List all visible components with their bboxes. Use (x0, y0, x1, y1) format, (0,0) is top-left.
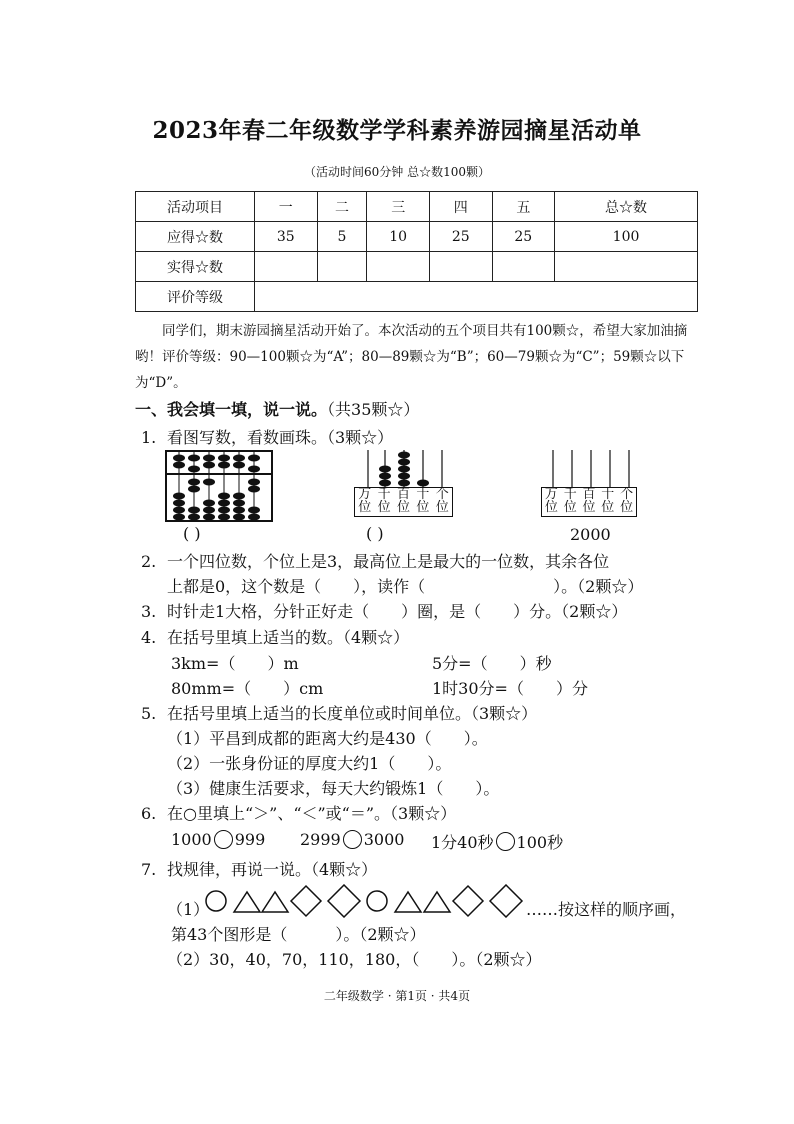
intro-text: 同学们，期末游园摘星活动开始了。本次活动的五个项目共有100颗☆，希望大家加油摘哟！评价等级：90—100颗☆为“A”；80—89颗☆为“B”；60—79颗☆为“C”；59颗☆以下为“D”。 (135, 323, 688, 391)
circle-blank-icon[interactable] (343, 830, 362, 849)
compare-right: 100秒 (516, 833, 564, 852)
place-name: 万 (358, 487, 372, 502)
subtitle: （活动时间60分钟 总☆数100颗） (304, 165, 490, 179)
question-number: 1. (141, 428, 157, 447)
place-suffix: 位 (620, 500, 634, 515)
q5-item-1[interactable]: （1）平昌到成都的距离大约是430（ ）。 (167, 729, 488, 748)
table-cell[interactable] (255, 282, 698, 312)
question-6 (141, 801, 456, 824)
table-cell: 35 (255, 222, 318, 252)
place-suffix: 位 (601, 500, 615, 515)
counting-frame-rods (354, 450, 454, 488)
table-cell[interactable] (492, 252, 555, 282)
diamond-shape-icon (453, 886, 483, 916)
table-cell: 评价等级 (136, 282, 255, 312)
question-text: 看图写数，看数画珠。（3颗☆） (167, 428, 394, 447)
table-cell: 25 (429, 222, 492, 252)
compare-left: 2999 (300, 830, 341, 849)
table-cell[interactable] (429, 252, 492, 282)
question-1 (141, 425, 393, 448)
table-cell: 100 (555, 222, 698, 252)
place-value-labels (541, 487, 637, 517)
place-name: 百 (582, 487, 596, 502)
table-cell[interactable] (555, 252, 698, 282)
q4-item-a[interactable]: 3km=（ ）m (171, 654, 299, 673)
table-cell: 5 (317, 222, 367, 252)
table-header: 四 (429, 192, 492, 222)
table-header: 三 (367, 192, 430, 222)
diamond-shape-icon (291, 886, 321, 916)
place-name: 千 (377, 487, 391, 502)
table-row (136, 252, 698, 282)
question-2 (141, 549, 609, 572)
q6-compare-c (431, 830, 563, 853)
abacus-frame (165, 450, 273, 522)
table-cell[interactable] (317, 252, 367, 282)
q6-compare-a (171, 830, 265, 849)
section-title (135, 397, 419, 420)
score-table (135, 191, 698, 312)
place-name: 万 (544, 487, 558, 502)
q7-part1-tail: ……按这样的顺序画， (526, 900, 687, 919)
table-header: 活动项目 (136, 192, 255, 222)
q7-part1-label: （1） (167, 900, 210, 919)
table-cell[interactable] (367, 252, 430, 282)
q6-compare-b (300, 830, 404, 849)
question-text[interactable]: 时针走1大格，分针正好走（ ）圈，是（ ）分。（2颗☆） (167, 602, 628, 621)
place-suffix: 位 (563, 500, 577, 515)
section-stars: （共35颗☆） (327, 400, 420, 419)
place-suffix: 位 (416, 500, 430, 515)
place-name: 百 (396, 487, 410, 502)
table-cell: 25 (492, 222, 555, 252)
place-suffix: 位 (396, 500, 410, 515)
place-suffix: 位 (582, 500, 596, 515)
circle-blank-icon[interactable] (496, 832, 515, 851)
question-5 (141, 701, 537, 724)
q5-item-2[interactable]: （2）一张身份证的厚度大约1（ ）。 (167, 754, 452, 773)
place-suffix: 位 (435, 500, 449, 515)
table-cell[interactable] (255, 252, 318, 282)
table-cell: 应得☆数 (136, 222, 255, 252)
empty-counting-frame-rods[interactable] (541, 450, 641, 488)
q7-part2[interactable]: （2）30，40，70，110，180，（ ）。（2颗☆） (167, 950, 542, 969)
given-number: 2000 (570, 525, 611, 544)
question-text: 在○里填上“＞”、“＜”或“＝”。（3颗☆） (167, 804, 457, 823)
question-7 (141, 857, 377, 880)
place-value-labels (354, 487, 453, 517)
q4-item-d[interactable]: 1时30分=（ ）分 (432, 679, 588, 698)
compare-right: 3000 (363, 830, 405, 849)
diamond-shape-icon (490, 885, 522, 917)
q4-item-b[interactable]: 5分=（ ）秒 (432, 654, 552, 673)
question-text: 在括号里填上适当的数。（4颗☆） (167, 628, 410, 647)
page-footer: 二年级数学 · 第1页 · 共4页 (323, 989, 471, 1003)
compare-right: 999 (234, 830, 266, 849)
q7-part1-line2[interactable]: 第43个图形是（ ）。（2颗☆） (171, 925, 426, 944)
table-header: 一 (255, 192, 318, 222)
place-name: 十 (416, 487, 430, 502)
table-row (136, 222, 698, 252)
place-name: 个 (620, 487, 634, 502)
question-4 (141, 625, 409, 648)
diamond-shape-icon (328, 885, 360, 917)
question-number: 5. (141, 704, 157, 723)
question-text: 在括号里填上适当的长度单位或时间单位。（3颗☆） (167, 704, 538, 723)
question-text: 一个四位数，个位上是3，最高位上是最大的一位数，其余各位 (167, 552, 610, 571)
triangle-shape-icon (424, 892, 450, 912)
table-cell: 实得☆数 (136, 252, 255, 282)
shape-pattern (204, 884, 526, 918)
q4-item-c[interactable]: 80mm=（ ）cm (171, 679, 324, 698)
place-suffix: 位 (544, 500, 558, 515)
table-header: 五 (492, 192, 555, 222)
question-number: 4. (141, 628, 157, 647)
table-row (136, 282, 698, 312)
question-3 (141, 599, 627, 622)
question-text: 找规律，再说一说。（4颗☆） (167, 860, 378, 879)
place-name: 千 (563, 487, 577, 502)
place-suffix: 位 (358, 500, 372, 515)
circle-shape-icon (367, 891, 387, 911)
question-number: 7. (141, 860, 157, 879)
triangle-shape-icon (262, 892, 288, 912)
place-name: 十 (601, 487, 615, 502)
place-name: 个 (435, 487, 449, 502)
table-cell: 10 (367, 222, 430, 252)
question-number: 3. (141, 602, 157, 621)
table-header: 总☆数 (555, 192, 698, 222)
question-number: 2. (141, 552, 157, 571)
q5-item-3[interactable]: （3）健康生活要求，每天大约锻炼1（ ）。 (167, 779, 500, 798)
question-number: 6. (141, 804, 157, 823)
circle-shape-icon (206, 891, 226, 911)
table-header: 二 (317, 192, 367, 222)
circle-blank-icon[interactable] (214, 830, 233, 849)
compare-left: 1000 (171, 830, 212, 849)
answer-blank[interactable]: ( ) (366, 524, 384, 543)
table-row (136, 192, 698, 222)
triangle-shape-icon (234, 892, 260, 912)
answer-blank[interactable]: ( ) (183, 524, 201, 543)
question-2-line2[interactable]: 上都是0，这个数是（ ），读作（ ）。（2颗☆） (167, 577, 644, 596)
compare-left: 1分40秒 (431, 833, 494, 852)
page-title: 2023年春二年级数学学科素养游园摘星活动单 (152, 117, 642, 144)
place-suffix: 位 (377, 500, 391, 515)
section-label: 一、我会填一填，说一说。 (135, 400, 328, 419)
triangle-shape-icon (395, 892, 421, 912)
